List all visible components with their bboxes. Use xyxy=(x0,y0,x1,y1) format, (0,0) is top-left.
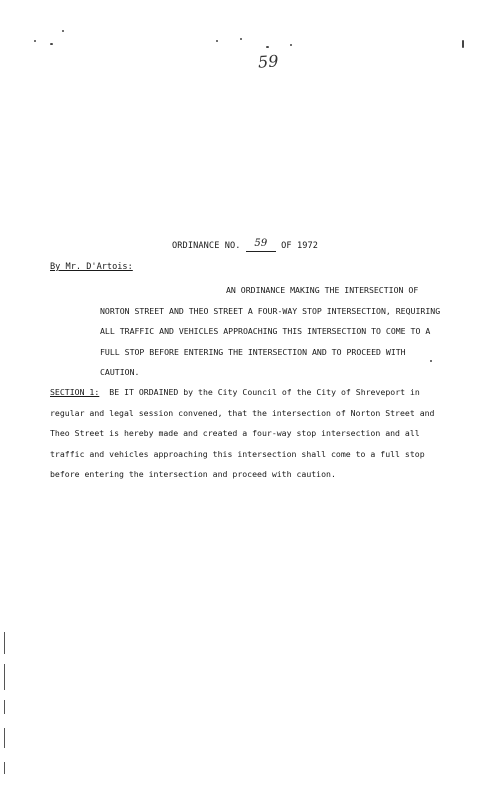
scan-speck xyxy=(34,40,36,42)
caption-line: ALL TRAFFIC AND VEHICLES APPROACHING THIS INTERSECTION TO COME TO A xyxy=(100,326,431,336)
scan-speck xyxy=(240,38,242,40)
scan-speck xyxy=(266,46,269,48)
caption-line: NORTON STREET AND THEO STREET A FOUR-WAY STOP INTERSECTION, REQUIRING xyxy=(100,305,441,316)
scan-edge-mark xyxy=(4,762,5,774)
scan-speck xyxy=(290,44,292,46)
ordinance-number: 59 xyxy=(254,238,268,249)
scan-edge-mark xyxy=(4,728,5,748)
scan-edge-mark xyxy=(4,632,5,654)
section-line: before entering the intersection and proceed with caution. xyxy=(50,469,336,479)
scan-speck xyxy=(216,40,218,42)
section-1 xyxy=(50,382,440,485)
handwritten-number: 59 xyxy=(257,51,279,72)
scan-edge-mark xyxy=(4,664,5,690)
scan-edge-mark xyxy=(4,700,5,714)
scan-speck xyxy=(462,40,464,48)
ordinance-number-blank xyxy=(246,240,276,252)
sponsor-line: By Mr. D'Artois: xyxy=(50,262,133,272)
section-line: traffic and vehicles approaching this intersection shall come to a full stop xyxy=(50,448,425,459)
section-label: SECTION 1: xyxy=(50,387,100,397)
section-line: Theo Street is hereby made and created a four-way stop intersection and all xyxy=(50,428,420,438)
caption-line: CAUTION. xyxy=(100,367,140,377)
ordinance-prefix: ORDINANCE NO. xyxy=(172,241,241,251)
scan-speck xyxy=(50,43,53,45)
caption-line: AN ORDINANCE MAKING THE INTERSECTION OF xyxy=(226,285,419,295)
caption-line: FULL STOP BEFORE ENTERING THE INTERSECTION AND TO PROCEED WITH xyxy=(100,346,406,357)
ordinance-caption xyxy=(100,280,440,383)
scan-speck xyxy=(62,30,64,32)
section-text: BE IT ORDAINED by the City Council of the City of Shreveport in xyxy=(109,387,420,397)
ordinance-suffix: OF 1972 xyxy=(281,241,319,251)
section-line xyxy=(50,382,440,403)
section-line: regular and legal session convened, that the intersection of Norton Street and xyxy=(50,407,435,418)
ordinance-title xyxy=(172,240,318,252)
